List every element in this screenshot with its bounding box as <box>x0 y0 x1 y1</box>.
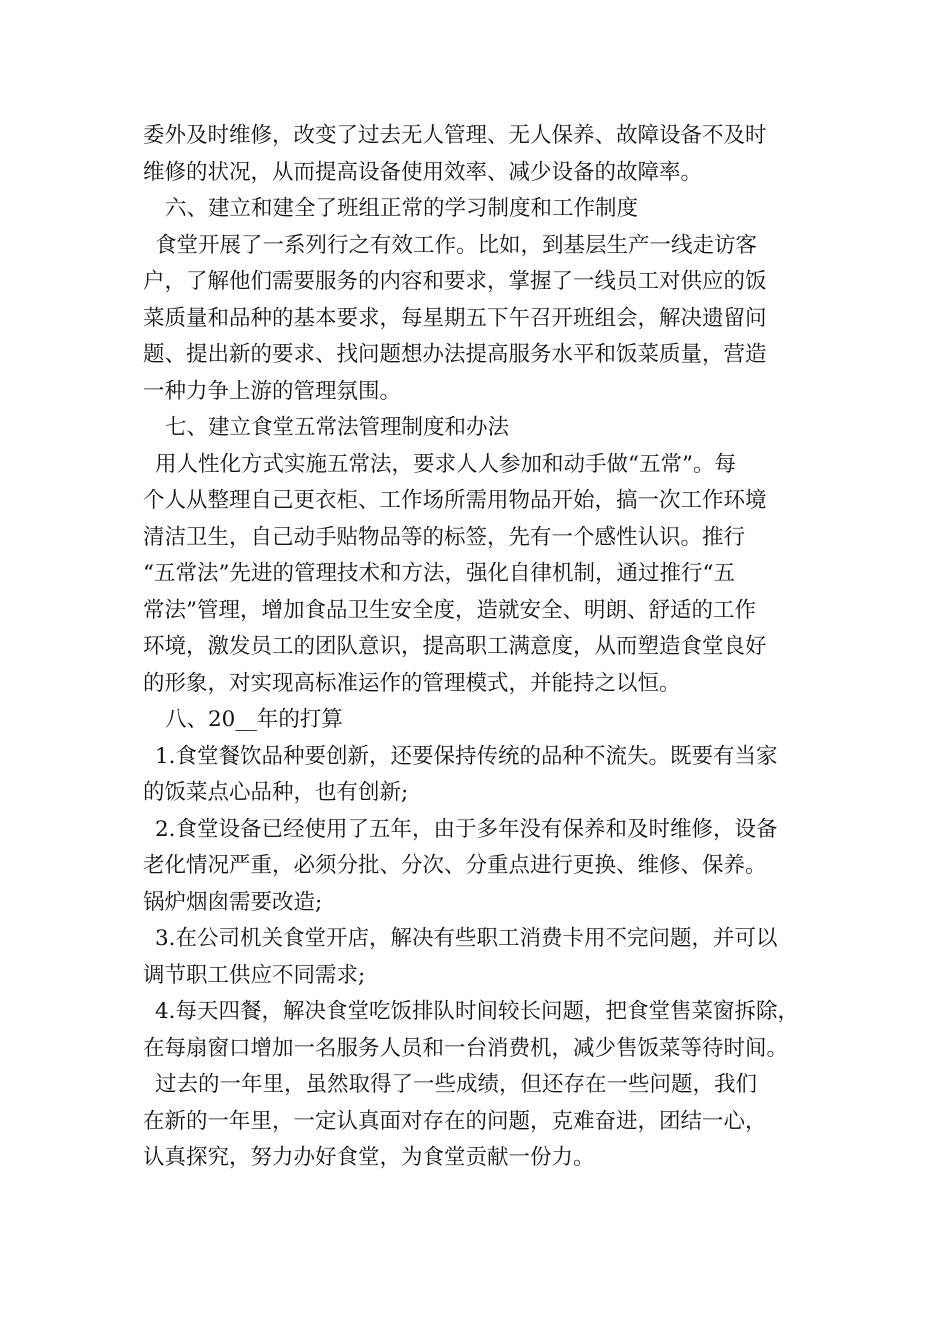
list-item: 2.食堂设备已经使用了五年，由于多年没有保养和及时维修，设备 <box>155 816 778 842</box>
text-line: “五常法”先进的管理技术和方法，强化自律机制，通过推行“五 <box>143 561 735 586</box>
list-item: 1.食堂餐饮品种要创新，还要保持传统的品种不流失。既要有当家 <box>155 743 778 769</box>
text-line: 维修的状况，从而提高设备使用效率、减少设备的故障率。 <box>143 159 703 185</box>
text-line: 菜质量和品种的基本要求，每星期五下午召开班组会，解决遗留问 <box>143 305 767 331</box>
text-line: 食堂开展了一系列行之有效工作。比如，到基层生产一线走访客 <box>155 232 758 258</box>
text-line: 老化情况严重，必须分批、分次、分重点进行更换、维修、保养。 <box>143 853 767 878</box>
document-body <box>143 118 815 1177</box>
text-line: 个人从整理自己更衣柜、工作场所需用物品开始，搞一次工作环境 <box>143 488 767 513</box>
text-line: 锅炉烟囱需要改造; <box>143 889 323 915</box>
text-line: 题、提出新的要求、找问题想办法提高服务水平和饭菜质量，营造 <box>143 342 767 367</box>
text-line: 过去的一年里，虽然取得了一些成绩，但还存在一些问题，我们 <box>155 1072 758 1097</box>
text-line: 在新的一年里，一定认真面对存在的问题，克难奋进，团结一心， <box>143 1108 767 1134</box>
text-line: 委外及时维修，改变了过去无人管理、无人保养、故障设备不及时 <box>143 123 767 148</box>
section-heading: 八、20__年的打算 <box>165 707 343 732</box>
section-heading: 六、建立和建全了班组正常的学习制度和工作制度 <box>165 196 639 221</box>
text-line: 认真探究，努力办好食堂，为食堂贡献一份力。 <box>143 1145 595 1170</box>
list-item: 4.每天四餐，解决食堂吃饭排队时间较长问题，把食堂售菜窗拆除， <box>155 999 800 1024</box>
text-line: 清洁卫生，自己动手贴物品等的标签，先有一个感性认识。推行 <box>143 524 746 550</box>
text-line: 在每扇窗口增加一名服务人员和一台消费机，减少售饭菜等待时间。 <box>143 1035 789 1061</box>
text-line: 的饭菜点心品种，也有创新; <box>143 780 409 805</box>
text-line: 的形象，对实现高标准运作的管理模式，并能持之以恒。 <box>143 670 681 696</box>
text-line: 用人性化方式实施五常法，要求人人参加和动手做“五常”。每 <box>155 451 736 477</box>
text-line: 环境，激发员工的团队意识，提高职工满意度，从而塑造食堂良好 <box>143 634 767 659</box>
text-line: 调节职工供应不同需求; <box>143 962 366 988</box>
text-line: 一种力争上游的管理氛围。 <box>143 378 402 404</box>
list-item: 3.在公司机关食堂开店，解决有些职工消费卡用不完问题，并可以 <box>155 926 778 951</box>
text-line: 户，了解他们需要服务的内容和要求，掌握了一线员工对供应的饭 <box>143 269 767 294</box>
section-heading: 七、建立食堂五常法管理制度和办法 <box>165 415 510 440</box>
text-line: 常法”管理，增加食品卫生安全度，造就安全、明朗、舒适的工作 <box>143 597 756 623</box>
